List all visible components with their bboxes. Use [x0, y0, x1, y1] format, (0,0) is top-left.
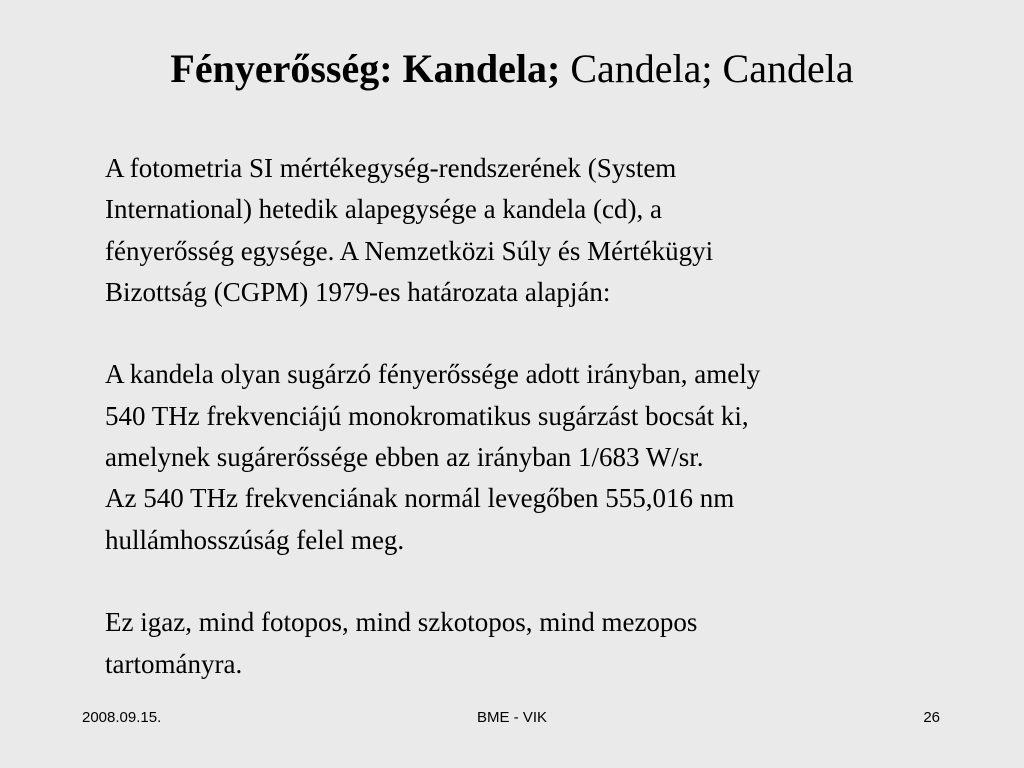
footer-page-number: 26: [923, 709, 940, 726]
body-line: fényerősség egysége. A Nemzetközi Súly és Mértékügyi: [105, 235, 714, 266]
body-line: International) hetedik alapegysége a kandela (cd), a: [105, 194, 662, 225]
slide-title-bold: Fényerősség: Kandela;: [170, 46, 561, 91]
footer-organization: BME - VIK: [476, 709, 547, 726]
slide-title: [0, 44, 1024, 94]
body-line: A kandela olyan sugárzó fényerőssége adott irányban, amely: [105, 359, 761, 390]
paragraph-gap: [105, 561, 975, 602]
body-line: A fotometria SI mértékegység-rendszerének (System: [105, 153, 677, 183]
body-line: amelynek sugárerőssége ebben az irányban 1/683 W/sr.: [105, 442, 704, 473]
slide-title-normal: Candela; Candela: [570, 46, 854, 91]
body-line: 540 THz frekvenciájú monokromatikus sugárzást bocsát ki,: [105, 400, 749, 431]
footer-date: 2008.09.15.: [82, 709, 162, 726]
slide-body: [105, 148, 975, 685]
body-line: Bizottság (CGPM) 1979-es határozata alapján:: [105, 276, 611, 307]
body-line: hullámhosszúság felel meg.: [105, 524, 405, 555]
body-line: tartományra.: [105, 648, 243, 679]
body-line: Ez igaz, mind fotopos, mind szkotopos, mind mezopos: [105, 607, 698, 638]
paragraph-gap: [105, 313, 975, 354]
body-line: Az 540 THz frekvenciának normál levegőben 555,016 nm: [105, 483, 735, 514]
